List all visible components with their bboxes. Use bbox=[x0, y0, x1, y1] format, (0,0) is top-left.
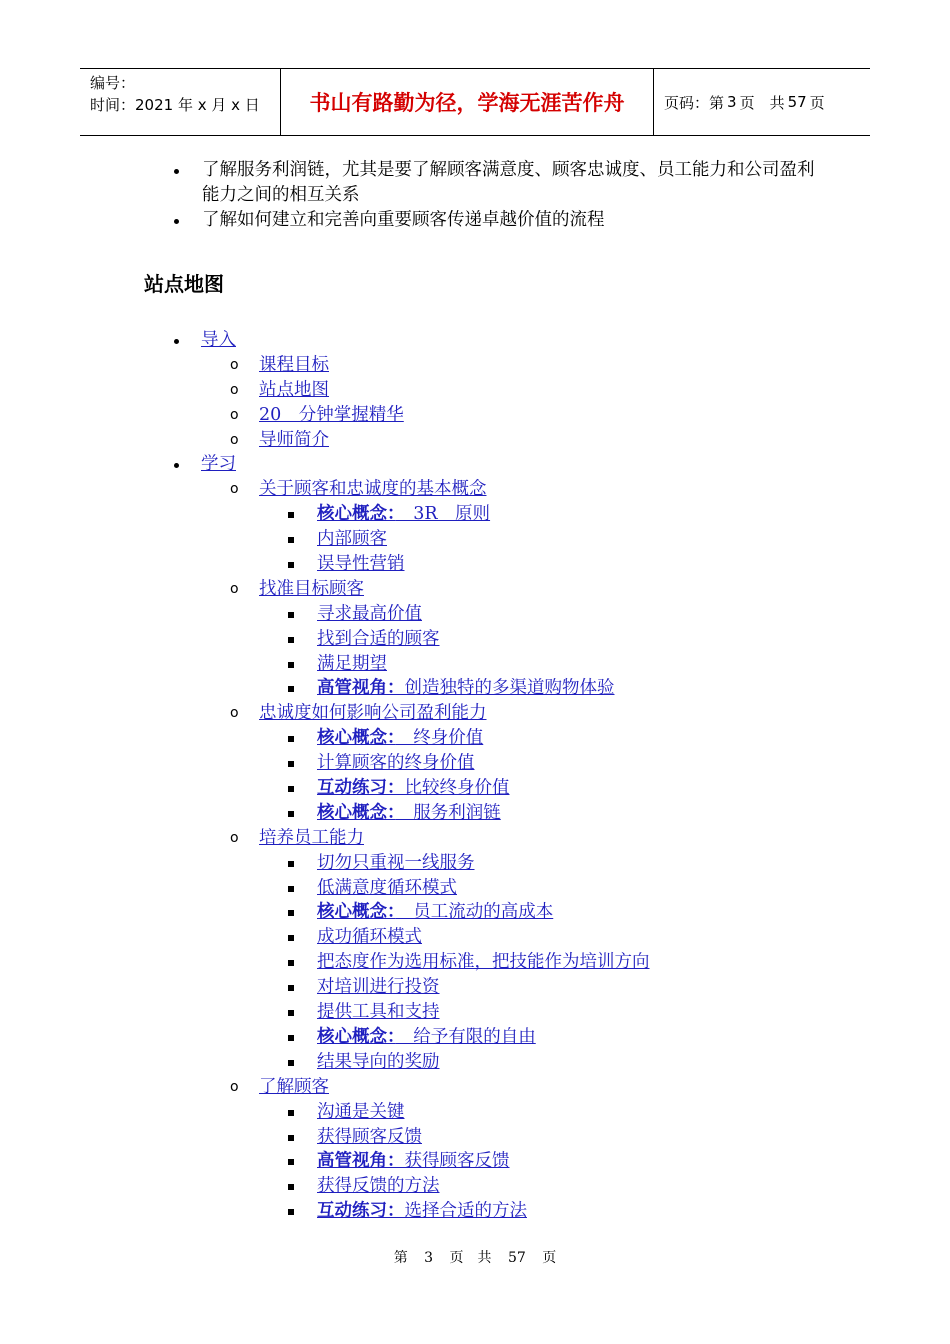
sitemap-row-level-3 bbox=[0, 627, 950, 652]
bullet-circle-icon: o bbox=[230, 406, 239, 423]
sitemap-row-level-3 bbox=[0, 1100, 950, 1125]
sitemap-link-text: 员工流动的高成本 bbox=[395, 902, 554, 923]
sitemap-link-text: 成功循环模式 bbox=[317, 927, 422, 948]
bullet-dot-icon bbox=[174, 339, 179, 344]
sitemap-link-text: 了解顾客 bbox=[259, 1076, 329, 1097]
sitemap-row-level-2 bbox=[0, 577, 950, 602]
section-title: 站点地图 bbox=[144, 272, 224, 296]
sitemap-link[interactable] bbox=[259, 1075, 329, 1100]
sitemap-link[interactable] bbox=[317, 776, 510, 801]
sitemap-link-text: 导师简介 bbox=[259, 429, 329, 450]
sitemap-link-text: 导入 bbox=[201, 330, 236, 350]
bullet-square-icon bbox=[288, 637, 294, 643]
bullet-circle-icon: o bbox=[230, 431, 239, 448]
sitemap-link-prefix: 核心概念： bbox=[317, 1026, 396, 1047]
intro-item bbox=[170, 158, 830, 208]
intro-item-text: 了解如何建立和完善向重要顾客传递卓越价值的流程 bbox=[202, 210, 605, 230]
sitemap-link[interactable] bbox=[317, 1174, 440, 1199]
sitemap-link-text: 培养员工能力 bbox=[259, 827, 364, 848]
sitemap-link-prefix: 核心概念： bbox=[317, 802, 396, 823]
sitemap-link[interactable] bbox=[317, 851, 475, 876]
sitemap-row-level-2 bbox=[0, 403, 950, 428]
sitemap-link[interactable] bbox=[317, 627, 440, 652]
bullet-square-icon bbox=[288, 686, 294, 692]
page-footer bbox=[0, 1247, 950, 1267]
sitemap-link[interactable] bbox=[259, 701, 487, 726]
header-page-current: 3 bbox=[727, 93, 737, 111]
bullet-circle-icon: o bbox=[230, 481, 239, 498]
bullet-square-icon bbox=[288, 761, 294, 767]
bullet-circle-icon: o bbox=[230, 705, 239, 722]
bullet-square-icon bbox=[288, 910, 294, 916]
header-page-mid: 页 共 bbox=[739, 93, 785, 112]
bullet-square-icon bbox=[288, 1010, 294, 1016]
sitemap-row-level-3 bbox=[0, 1149, 950, 1174]
sitemap-row-level-3 bbox=[0, 652, 950, 677]
sitemap-link-prefix: 互动练习： bbox=[317, 778, 405, 799]
bullet-square-icon bbox=[288, 861, 294, 867]
sitemap-link[interactable] bbox=[317, 900, 553, 925]
sitemap-link[interactable] bbox=[317, 1050, 440, 1075]
sitemap-row-level-3 bbox=[0, 676, 950, 701]
bullet-circle-icon: o bbox=[230, 580, 239, 597]
sitemap-link[interactable] bbox=[317, 726, 483, 751]
sitemap-link-text: 内部顾客 bbox=[317, 529, 387, 550]
sitemap-link-text: 比较终身价值 bbox=[404, 778, 510, 799]
sitemap-row-level-3 bbox=[0, 876, 950, 901]
sitemap-link-text: 站点地图 bbox=[259, 379, 329, 400]
sitemap-link-prefix: 核心概念： bbox=[317, 728, 396, 749]
bullet-square-icon bbox=[288, 960, 294, 966]
bullet-dot-icon bbox=[174, 219, 179, 224]
sitemap-link-text: 20 分钟掌握精华 bbox=[259, 404, 404, 425]
bullet-square-icon bbox=[288, 612, 294, 618]
sitemap-row-level-3 bbox=[0, 801, 950, 826]
bullet-square-icon bbox=[288, 537, 294, 543]
page-header bbox=[80, 68, 870, 136]
footer-suffix: 页 bbox=[542, 1250, 557, 1266]
sitemap-link-text: 给予有限的自由 bbox=[395, 1026, 536, 1047]
sitemap-row-level-3 bbox=[0, 751, 950, 776]
bullet-square-icon bbox=[288, 736, 294, 742]
sitemap-link[interactable] bbox=[317, 751, 475, 776]
bullet-square-icon bbox=[288, 786, 294, 792]
sitemap-row-level-2 bbox=[0, 477, 950, 502]
bullet-square-icon bbox=[288, 662, 294, 668]
sitemap-link[interactable] bbox=[317, 1100, 405, 1125]
header-page-suffix: 页 bbox=[809, 93, 825, 112]
sitemap-link[interactable] bbox=[317, 1149, 510, 1174]
header-time-label: 时间：2021 年 x 月 x 日 bbox=[90, 96, 260, 114]
sitemap-link[interactable] bbox=[259, 577, 364, 602]
footer-mid: 页 共 bbox=[449, 1250, 492, 1266]
sitemap-link-text: 误导性营销 bbox=[317, 554, 405, 575]
bullet-square-icon bbox=[288, 1060, 294, 1066]
sitemap-link[interactable] bbox=[317, 925, 422, 950]
sitemap-link[interactable] bbox=[317, 1199, 527, 1224]
sitemap-row-level-2 bbox=[0, 353, 950, 378]
bullet-square-icon bbox=[288, 1184, 294, 1190]
bullet-square-icon bbox=[288, 1159, 294, 1165]
intro-item bbox=[170, 208, 830, 233]
sitemap-link[interactable] bbox=[259, 428, 329, 453]
sitemap-link-text: 沟通是关键 bbox=[317, 1101, 405, 1122]
sitemap-list bbox=[0, 328, 950, 1224]
sitemap-row-level-1 bbox=[0, 328, 950, 353]
sitemap-row-level-3 bbox=[0, 1000, 950, 1025]
sitemap-row-level-3 bbox=[0, 1174, 950, 1199]
sitemap-row-level-2 bbox=[0, 1075, 950, 1100]
sitemap-link-text: 切勿只重视一线服务 bbox=[317, 852, 475, 873]
sitemap-row-level-2 bbox=[0, 701, 950, 726]
sitemap-row-level-2 bbox=[0, 428, 950, 453]
sitemap-link-text: 课程目标 bbox=[259, 354, 329, 375]
sitemap-link-prefix: 互动练习： bbox=[317, 1201, 405, 1222]
sitemap-link-text: 创造独特的多渠道购物体验 bbox=[404, 678, 615, 699]
sitemap-link[interactable] bbox=[317, 950, 650, 975]
sitemap-row-level-2 bbox=[0, 826, 950, 851]
sitemap-link[interactable] bbox=[201, 328, 236, 353]
sitemap-link[interactable] bbox=[317, 552, 405, 577]
sitemap-row-level-3 bbox=[0, 552, 950, 577]
sitemap-row-level-3 bbox=[0, 1125, 950, 1150]
sitemap-row-level-3 bbox=[0, 975, 950, 1000]
sitemap-row-level-3 bbox=[0, 925, 950, 950]
sitemap-link[interactable] bbox=[317, 652, 387, 677]
sitemap-link[interactable] bbox=[317, 1000, 440, 1025]
bullet-square-icon bbox=[288, 512, 294, 518]
sitemap-row-level-3 bbox=[0, 1050, 950, 1075]
sitemap-link-text: 提供工具和支持 bbox=[317, 1002, 440, 1023]
sitemap-row-level-3 bbox=[0, 1025, 950, 1050]
sitemap-row-level-2 bbox=[0, 378, 950, 403]
sitemap-link-text: 3R 原则 bbox=[395, 504, 491, 525]
sitemap-link[interactable] bbox=[317, 1025, 536, 1050]
sitemap-link-text: 找到合适的顾客 bbox=[317, 628, 440, 649]
sitemap-link-text: 获得反馈的方法 bbox=[317, 1176, 440, 1197]
sitemap-link[interactable] bbox=[317, 676, 615, 701]
sitemap-link-text: 对培训进行投资 bbox=[317, 977, 440, 998]
sitemap-link-prefix: 高管视角： bbox=[317, 1151, 405, 1172]
bullet-square-icon bbox=[288, 1035, 294, 1041]
sitemap-link-text: 学习 bbox=[201, 454, 236, 475]
sitemap-link[interactable] bbox=[317, 801, 501, 826]
sitemap-link-text: 终身价值 bbox=[395, 728, 484, 749]
sitemap-link-text: 选择合适的方法 bbox=[404, 1201, 527, 1222]
bullet-square-icon bbox=[288, 562, 294, 568]
bullet-square-icon bbox=[288, 1110, 294, 1116]
sitemap-row-level-3 bbox=[0, 527, 950, 552]
header-page-info bbox=[654, 69, 870, 135]
bullet-square-icon bbox=[288, 886, 294, 892]
bullet-circle-icon: o bbox=[230, 1078, 239, 1095]
sitemap-link-text: 找准目标顾客 bbox=[259, 578, 364, 599]
intro-list bbox=[170, 158, 830, 233]
sitemap-row-level-3 bbox=[0, 726, 950, 751]
intro-item-text: 了解服务利润链，尤其是要了解顾客满意度、顾客忠诚度、员工能力和公司盈利能力之间的相互关系 bbox=[202, 160, 815, 205]
sitemap-link[interactable] bbox=[317, 975, 440, 1000]
bullet-square-icon bbox=[288, 811, 294, 817]
sitemap-link[interactable] bbox=[259, 826, 364, 851]
sitemap-link[interactable] bbox=[317, 502, 490, 527]
sitemap-link-text: 忠诚度如何影响公司盈利能力 bbox=[259, 703, 487, 724]
bullet-square-icon bbox=[288, 1135, 294, 1141]
sitemap-link[interactable] bbox=[259, 403, 404, 428]
bullet-square-icon bbox=[288, 1209, 294, 1215]
header-meta bbox=[80, 69, 281, 135]
sitemap-link[interactable] bbox=[317, 527, 387, 552]
bullet-circle-icon: o bbox=[230, 356, 239, 373]
bullet-dot-icon bbox=[174, 463, 179, 468]
sitemap-link-text: 把态度作为选用标准，把技能作为培训方向 bbox=[317, 952, 650, 973]
sitemap-link-text: 满足期望 bbox=[317, 653, 387, 674]
sitemap-row-level-3 bbox=[0, 1199, 950, 1224]
bullet-circle-icon: o bbox=[230, 829, 239, 846]
sitemap-link-text: 关于顾客和忠诚度的基本概念 bbox=[259, 479, 487, 500]
sitemap-link[interactable] bbox=[317, 1125, 422, 1150]
header-motto: 书山有路勤为径，学海无涯苦作舟 bbox=[281, 69, 654, 135]
sitemap-row-level-1 bbox=[0, 452, 950, 477]
sitemap-link-prefix: 高管视角： bbox=[317, 678, 405, 699]
sitemap-link-prefix: 核心概念： bbox=[317, 902, 396, 923]
bullet-dot-icon bbox=[174, 169, 179, 174]
sitemap-row-level-3 bbox=[0, 851, 950, 876]
sitemap-link-text: 计算顾客的终身价值 bbox=[317, 753, 475, 774]
sitemap-row-level-3 bbox=[0, 776, 950, 801]
footer-total: 57 bbox=[508, 1250, 526, 1266]
header-number-label: 编号： bbox=[90, 74, 136, 92]
footer-current: 3 bbox=[424, 1250, 434, 1266]
sitemap-link-prefix: 核心概念： bbox=[317, 504, 396, 525]
sitemap-row-level-3 bbox=[0, 950, 950, 975]
bullet-circle-icon: o bbox=[230, 381, 239, 398]
sitemap-link-text: 低满意度循环模式 bbox=[317, 877, 457, 898]
sitemap-link-text: 结果导向的奖励 bbox=[317, 1051, 440, 1072]
sitemap-link[interactable] bbox=[317, 602, 422, 627]
header-page-total: 57 bbox=[787, 93, 807, 111]
sitemap-link-text: 寻求最高价值 bbox=[317, 603, 422, 624]
sitemap-link-text: 获得顾客反馈 bbox=[404, 1151, 510, 1172]
sitemap-link[interactable] bbox=[259, 378, 329, 403]
bullet-square-icon bbox=[288, 935, 294, 941]
sitemap-link-text: 获得顾客反馈 bbox=[317, 1126, 422, 1147]
sitemap-link[interactable] bbox=[201, 452, 236, 477]
sitemap-link[interactable] bbox=[259, 477, 487, 502]
bullet-square-icon bbox=[288, 985, 294, 991]
footer-prefix: 第 bbox=[393, 1250, 408, 1266]
sitemap-row-level-3 bbox=[0, 502, 950, 527]
sitemap-row-level-3 bbox=[0, 602, 950, 627]
header-page-prefix: 页码：第 bbox=[664, 93, 725, 112]
sitemap-link-text: 服务利润链 bbox=[395, 802, 501, 823]
sitemap-link[interactable] bbox=[317, 876, 457, 901]
sitemap-link[interactable] bbox=[259, 353, 329, 378]
sitemap-row-level-3 bbox=[0, 900, 950, 925]
